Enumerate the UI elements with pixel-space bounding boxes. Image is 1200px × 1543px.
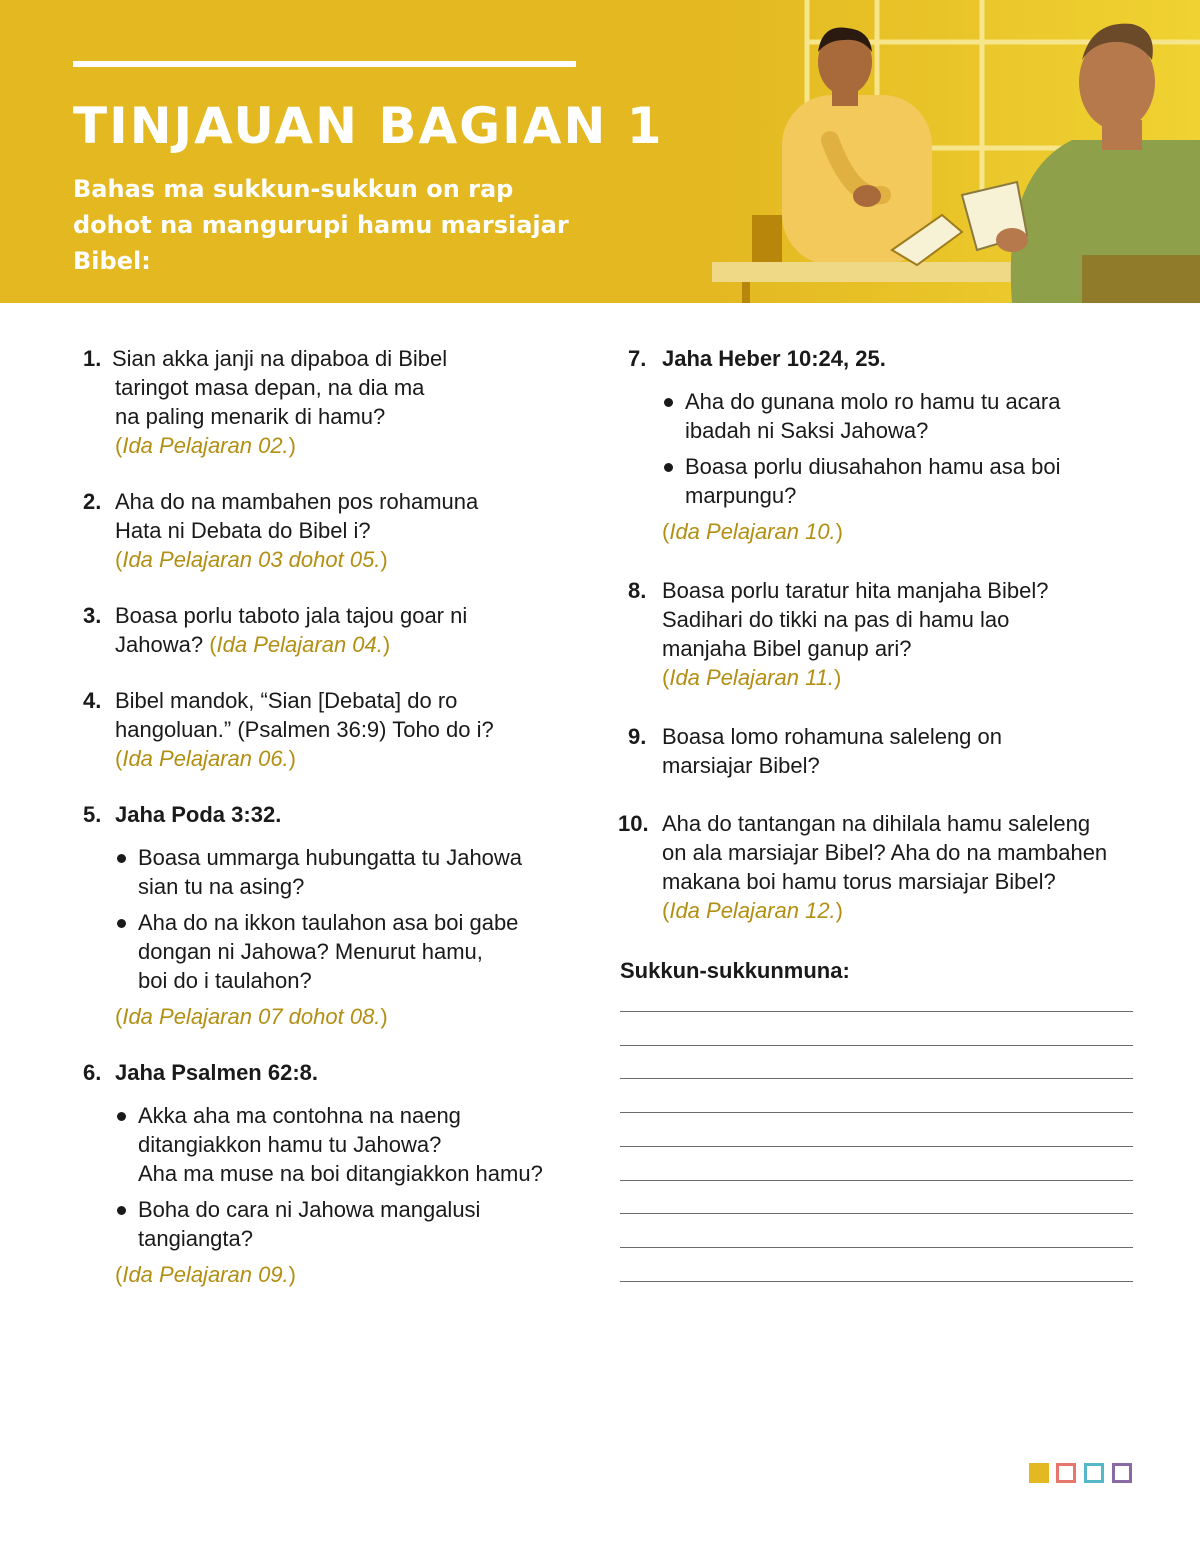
question-3 (80, 601, 570, 659)
question-text-line: makana boi hamu torus marsiajar Bibel? (662, 869, 1056, 894)
question-text-line: taringot masa depan, na dia ma (115, 375, 425, 400)
questions-right-column (618, 344, 1138, 925)
question-text-line: marsiajar Bibel? (662, 753, 820, 778)
question-number: 8. (628, 578, 647, 603)
question-10 (618, 809, 1138, 925)
bullet-item: Aha do gunana molo ro hamu tu acara ibadah ni Saksi Jahowa? (662, 387, 1138, 445)
lesson-reference: (Ida Pelajaran 09.) (115, 1262, 296, 1287)
questions-left-column (80, 344, 570, 1289)
question-7 (618, 344, 1138, 546)
notes-label: Sukkun-sukkunmuna: (620, 958, 850, 983)
bullet-item: Akka aha ma contohna na naeng ditangiakkon hamu tu Jahowa? Aha ma muse na boi ditangiakkon hamu? (115, 1101, 570, 1188)
question-4 (80, 686, 570, 773)
question-number: 2. (83, 489, 102, 514)
question-number: 1. (83, 346, 102, 371)
note-writing-line[interactable] (620, 1247, 1133, 1248)
lesson-reference: (Ida Pelajaran 10.) (662, 519, 843, 544)
lesson-reference: (Ida Pelajaran 12.) (662, 898, 843, 923)
question-text-line: Bibel mandok, “Sian [Debata] do ro (115, 688, 458, 713)
question-text-line: on ala marsiajar Bibel? Aha do na mambahen (662, 840, 1108, 865)
bullet-item: Boha do cara ni Jahowa mangalusi tangiangta? (115, 1195, 570, 1253)
question-text-line: Boasa lomo rohamuna saleleng on (662, 724, 1003, 749)
note-writing-line[interactable] (620, 1011, 1133, 1012)
outline-square-icon (1084, 1463, 1104, 1483)
bible-study-illustration (712, 0, 1200, 303)
note-writing-line[interactable] (620, 1146, 1133, 1147)
page-title: TINJAUAN BAGIAN 1 (73, 97, 664, 155)
question-text-line: Hata ni Debata do Bibel i? (115, 518, 371, 543)
note-writing-line[interactable] (620, 1213, 1133, 1214)
question-text-line: Boasa porlu taratur hita manjaha Bibel? (662, 578, 1049, 603)
question-text-line: Aha do na mambahen pos rohamuna (115, 489, 479, 514)
outline-square-icon (1056, 1463, 1076, 1483)
question-text-line: Sadihari do tikki na pas di hamu lao (662, 607, 1010, 632)
note-writing-line[interactable] (620, 1045, 1133, 1046)
bullet-list (662, 387, 1138, 510)
header-banner (0, 0, 1200, 303)
lesson-reference: (Ida Pelajaran 03 dohot 05.) (115, 547, 388, 572)
header-rule (73, 61, 576, 67)
question-9 (618, 722, 1138, 780)
question-text-line: Sian akka janji na dipaboa di Bibel (112, 346, 448, 371)
page-subtitle: Bahas ma sukkun-sukkun on rap dohot na mangurupi hamu marsiajar Bibel: (73, 175, 569, 275)
lesson-reference: (Ida Pelajaran 02.) (115, 433, 296, 458)
scripture-heading: Jaha Poda 3:32. (115, 802, 282, 827)
question-number: 9. (628, 724, 647, 749)
note-writing-line[interactable] (620, 1078, 1133, 1079)
scripture-heading: Jaha Heber 10:24, 25. (662, 346, 886, 371)
question-8 (618, 576, 1138, 692)
question-number: 3. (83, 603, 102, 628)
question-1 (80, 344, 570, 460)
scripture-heading: Jaha Psalmen 62:8. (115, 1060, 319, 1085)
lesson-reference: (Ida Pelajaran 04.) (209, 632, 391, 657)
question-text-line: Jahowa? (Ida Pelajaran 04.) (115, 632, 391, 657)
outline-square-icon (1112, 1463, 1132, 1483)
question-number: 5. (83, 802, 102, 827)
note-writing-line[interactable] (620, 1281, 1133, 1282)
question-number: 4. (83, 688, 102, 713)
question-number: 10. (618, 811, 649, 836)
bullet-item: Boasa ummarga hubungatta tu Jahowa sian tu na asing? (115, 843, 570, 901)
question-text-line: Boasa porlu taboto jala tajou goar ni (115, 603, 468, 628)
lesson-reference: (Ida Pelajaran 06.) (115, 746, 296, 771)
question-number: 6. (83, 1060, 102, 1085)
question-6 (80, 1058, 570, 1289)
question-2 (80, 487, 570, 574)
question-text-line: hangoluan.” (Psalmen 36:9) Toho do i? (115, 717, 494, 742)
lesson-reference: (Ida Pelajaran 11.) (662, 665, 842, 690)
bullet-list (115, 1101, 570, 1253)
note-writing-line[interactable] (620, 1112, 1133, 1113)
bullet-item: Aha do na ikkon taulahon asa boi gabe dongan ni Jahowa? Menurut hamu, boi do i taulahon? (115, 908, 570, 995)
bullet-item: Boasa porlu diusahahon hamu asa boi marpungu? (662, 452, 1138, 510)
question-5 (80, 800, 570, 1031)
note-writing-line[interactable] (620, 1180, 1133, 1181)
lesson-reference: (Ida Pelajaran 07 dohot 08.) (115, 1004, 388, 1029)
question-text-line: na paling menarik di hamu? (115, 404, 386, 429)
bullet-list (115, 843, 570, 995)
filled-square-icon (1029, 1463, 1049, 1483)
question-text-line: manjaha Bibel ganup ari? (662, 636, 912, 661)
question-text-line: Aha do tantangan na dihilala hamu saleleng (662, 811, 1091, 836)
question-number: 7. (628, 346, 647, 371)
